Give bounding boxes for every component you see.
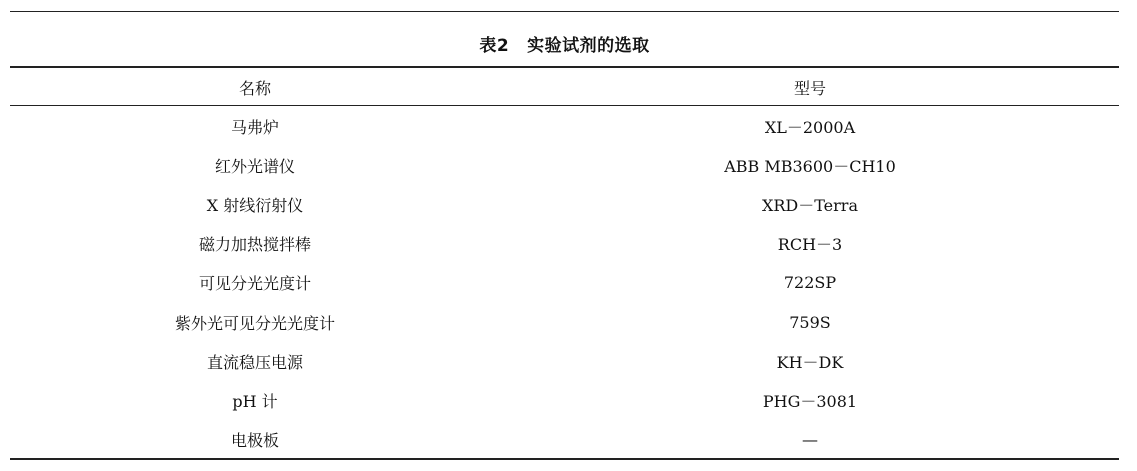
top-rule xyxy=(10,11,1119,12)
table-row xyxy=(10,346,1119,376)
cell-name: 马弗炉 xyxy=(230,117,279,137)
header-model: 型号 xyxy=(793,78,826,98)
cell-model: — xyxy=(802,429,818,449)
table-row xyxy=(10,385,1119,415)
table-row xyxy=(10,150,1119,180)
table-top-rule xyxy=(10,66,1119,68)
cell-name: 可见分光光度计 xyxy=(198,273,311,293)
cell-model: RCH－3 xyxy=(777,234,843,254)
cell-name: 磁力加热搅拌棒 xyxy=(198,234,311,254)
table-header-row xyxy=(10,72,1119,102)
table-row xyxy=(10,228,1119,258)
cell-name: X 射线衍射仪 xyxy=(206,195,304,215)
cell-model: PHG－3081 xyxy=(762,391,858,411)
cell-model: 759S xyxy=(789,312,831,332)
table-row xyxy=(10,267,1119,297)
cell-name: 电极板 xyxy=(230,430,279,450)
table-bottom-rule xyxy=(10,458,1119,460)
cell-model: XRD－Terra xyxy=(761,195,858,215)
table-row xyxy=(10,111,1119,141)
cell-name: 直流稳压电源 xyxy=(206,352,303,372)
table-row xyxy=(10,424,1119,454)
table-caption: 实验试剂的选取 xyxy=(527,36,650,56)
header-rule xyxy=(10,105,1119,106)
cell-model: XL－2000A xyxy=(764,117,856,137)
cell-model: KH－DK xyxy=(776,352,844,372)
cell-model: 722SP xyxy=(783,272,837,292)
table-row xyxy=(10,189,1119,219)
table-row xyxy=(10,307,1119,337)
table-number: 表2 xyxy=(479,36,510,56)
cell-name: pH 计 xyxy=(232,391,278,411)
header-name: 名称 xyxy=(238,78,271,98)
cell-name: 红外光谱仪 xyxy=(214,156,295,176)
cell-model: ABB MB3600－CH10 xyxy=(724,156,896,176)
table-title xyxy=(10,34,1119,58)
cell-name: 紫外光可见分光光度计 xyxy=(174,313,335,333)
